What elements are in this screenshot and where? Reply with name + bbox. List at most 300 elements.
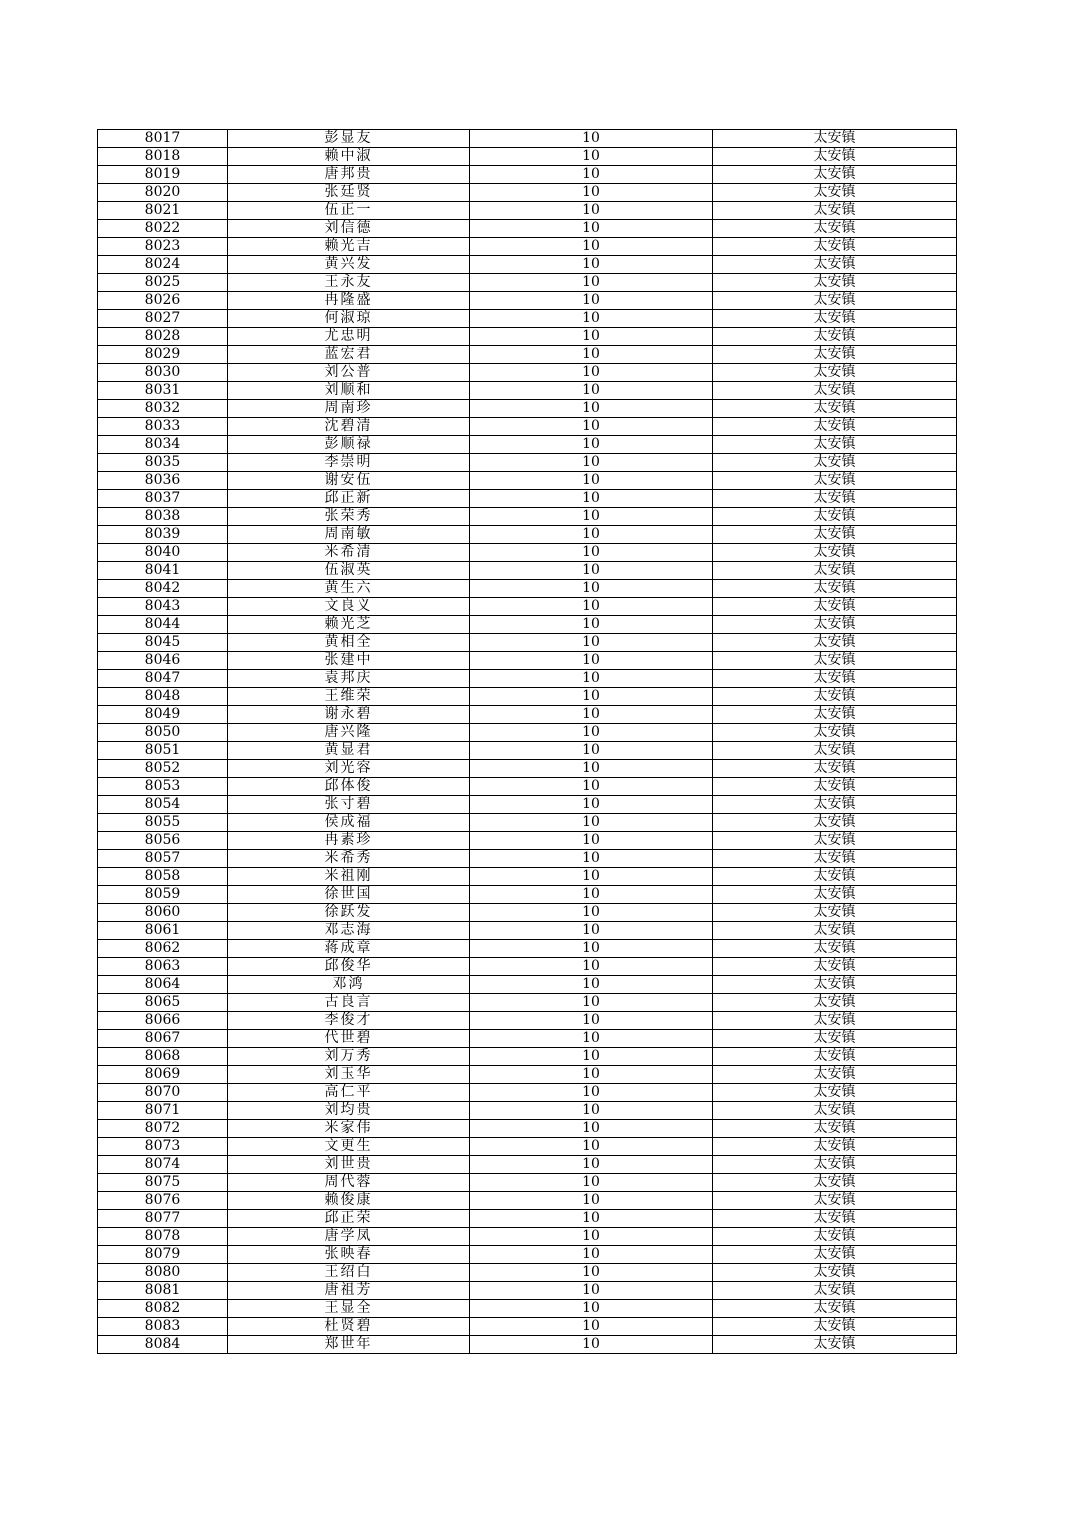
name-cell: 李俊才 (228, 1012, 470, 1030)
town-cell: 太安镇 (713, 1030, 957, 1048)
town-cell: 太安镇 (713, 1012, 957, 1030)
table-row (98, 202, 957, 220)
amount-cell: 10 (470, 1210, 713, 1228)
name-cell: 文良义 (228, 598, 470, 616)
row-id-cell: 8056 (98, 832, 228, 850)
name-cell: 邱体俊 (228, 778, 470, 796)
table-row (98, 850, 957, 868)
table-row (98, 1318, 957, 1336)
row-id-cell: 8048 (98, 688, 228, 706)
town-cell: 太安镇 (713, 544, 957, 562)
amount-cell: 10 (470, 616, 713, 634)
amount-cell: 10 (470, 1030, 713, 1048)
name-cell: 张寸碧 (228, 796, 470, 814)
amount-cell: 10 (470, 1300, 713, 1318)
amount-cell: 10 (470, 1264, 713, 1282)
amount-cell: 10 (470, 238, 713, 256)
amount-cell: 10 (470, 346, 713, 364)
town-cell: 太安镇 (713, 436, 957, 454)
town-cell: 太安镇 (713, 1246, 957, 1264)
row-id-cell: 8081 (98, 1282, 228, 1300)
town-cell: 太安镇 (713, 652, 957, 670)
table-row (98, 508, 957, 526)
row-id-cell: 8051 (98, 742, 228, 760)
name-cell: 米希秀 (228, 850, 470, 868)
name-cell: 谢安伍 (228, 472, 470, 490)
town-cell: 太安镇 (713, 526, 957, 544)
name-cell: 刘玉华 (228, 1066, 470, 1084)
row-id-cell: 8035 (98, 454, 228, 472)
row-id-cell: 8064 (98, 976, 228, 994)
table-row (98, 1012, 957, 1030)
amount-cell: 10 (470, 436, 713, 454)
name-cell: 邱正新 (228, 490, 470, 508)
table-row (98, 1156, 957, 1174)
row-id-cell: 8060 (98, 904, 228, 922)
amount-cell: 10 (470, 256, 713, 274)
amount-cell: 10 (470, 850, 713, 868)
town-cell: 太安镇 (713, 1228, 957, 1246)
row-id-cell: 8044 (98, 616, 228, 634)
town-cell: 太安镇 (713, 796, 957, 814)
row-id-cell: 8040 (98, 544, 228, 562)
name-cell: 李崇明 (228, 454, 470, 472)
amount-cell: 10 (470, 1012, 713, 1030)
name-cell: 赖光芝 (228, 616, 470, 634)
table-row (98, 1192, 957, 1210)
name-cell: 张廷贤 (228, 184, 470, 202)
name-cell: 刘均贵 (228, 1102, 470, 1120)
amount-cell: 10 (470, 1138, 713, 1156)
row-id-cell: 8033 (98, 418, 228, 436)
row-id-cell: 8073 (98, 1138, 228, 1156)
table-row (98, 1336, 957, 1354)
name-cell: 彭顺禄 (228, 436, 470, 454)
table-row (98, 562, 957, 580)
row-id-cell: 8072 (98, 1120, 228, 1138)
table-row (98, 634, 957, 652)
town-cell: 太安镇 (713, 1318, 957, 1336)
amount-cell: 10 (470, 778, 713, 796)
amount-cell: 10 (470, 1066, 713, 1084)
name-cell: 谢永碧 (228, 706, 470, 724)
name-cell: 张建中 (228, 652, 470, 670)
amount-cell: 10 (470, 130, 713, 148)
table-row (98, 796, 957, 814)
row-id-cell: 8065 (98, 994, 228, 1012)
town-cell: 太安镇 (713, 220, 957, 238)
amount-cell: 10 (470, 544, 713, 562)
data-table (97, 129, 957, 1354)
row-id-cell: 8034 (98, 436, 228, 454)
table-row (98, 742, 957, 760)
table-row (98, 724, 957, 742)
table-row (98, 328, 957, 346)
table-row (98, 436, 957, 454)
amount-cell: 10 (470, 688, 713, 706)
row-id-cell: 8055 (98, 814, 228, 832)
row-id-cell: 8070 (98, 1084, 228, 1102)
town-cell: 太安镇 (713, 274, 957, 292)
table-row (98, 220, 957, 238)
row-id-cell: 8059 (98, 886, 228, 904)
town-cell: 太安镇 (713, 904, 957, 922)
row-id-cell: 8043 (98, 598, 228, 616)
amount-cell: 10 (470, 328, 713, 346)
table-row (98, 868, 957, 886)
table-row (98, 886, 957, 904)
table-row (98, 256, 957, 274)
amount-cell: 10 (470, 1246, 713, 1264)
table-row (98, 1174, 957, 1192)
town-cell: 太安镇 (713, 1048, 957, 1066)
amount-cell: 10 (470, 166, 713, 184)
row-id-cell: 8019 (98, 166, 228, 184)
table-body (98, 130, 957, 1354)
table-row (98, 1120, 957, 1138)
name-cell: 周南珍 (228, 400, 470, 418)
town-cell: 太安镇 (713, 1102, 957, 1120)
name-cell: 古良言 (228, 994, 470, 1012)
table-row (98, 292, 957, 310)
table-row (98, 1030, 957, 1048)
amount-cell: 10 (470, 184, 713, 202)
amount-cell: 10 (470, 580, 713, 598)
table-row (98, 454, 957, 472)
town-cell: 太安镇 (713, 994, 957, 1012)
name-cell: 邓志海 (228, 922, 470, 940)
row-id-cell: 8039 (98, 526, 228, 544)
amount-cell: 10 (470, 472, 713, 490)
name-cell: 米希清 (228, 544, 470, 562)
amount-cell: 10 (470, 922, 713, 940)
row-id-cell: 8078 (98, 1228, 228, 1246)
amount-cell: 10 (470, 742, 713, 760)
row-id-cell: 8030 (98, 364, 228, 382)
table-row (98, 1300, 957, 1318)
amount-cell: 10 (470, 760, 713, 778)
town-cell: 太安镇 (713, 598, 957, 616)
name-cell: 邱俊华 (228, 958, 470, 976)
name-cell: 黄兴发 (228, 256, 470, 274)
name-cell: 侯成福 (228, 814, 470, 832)
table-row (98, 346, 957, 364)
amount-cell: 10 (470, 976, 713, 994)
town-cell: 太安镇 (713, 1282, 957, 1300)
name-cell: 彭显友 (228, 130, 470, 148)
name-cell: 黄生六 (228, 580, 470, 598)
row-id-cell: 8062 (98, 940, 228, 958)
table-row (98, 922, 957, 940)
row-id-cell: 8026 (98, 292, 228, 310)
table-row (98, 580, 957, 598)
name-cell: 唐祖芳 (228, 1282, 470, 1300)
town-cell: 太安镇 (713, 688, 957, 706)
town-cell: 太安镇 (713, 1300, 957, 1318)
town-cell: 太安镇 (713, 706, 957, 724)
row-id-cell: 8045 (98, 634, 228, 652)
row-id-cell: 8077 (98, 1210, 228, 1228)
row-id-cell: 8054 (98, 796, 228, 814)
table-row (98, 1264, 957, 1282)
table-row (98, 904, 957, 922)
amount-cell: 10 (470, 310, 713, 328)
town-cell: 太安镇 (713, 184, 957, 202)
row-id-cell: 8074 (98, 1156, 228, 1174)
row-id-cell: 8018 (98, 148, 228, 166)
town-cell: 太安镇 (713, 580, 957, 598)
town-cell: 太安镇 (713, 1120, 957, 1138)
name-cell: 米家伟 (228, 1120, 470, 1138)
town-cell: 太安镇 (713, 1084, 957, 1102)
name-cell: 徐跃发 (228, 904, 470, 922)
name-cell: 袁邦庆 (228, 670, 470, 688)
amount-cell: 10 (470, 634, 713, 652)
name-cell: 杜贤碧 (228, 1318, 470, 1336)
table-row (98, 832, 957, 850)
amount-cell: 10 (470, 1228, 713, 1246)
table-row (98, 1282, 957, 1300)
name-cell: 赖俊康 (228, 1192, 470, 1210)
amount-cell: 10 (470, 706, 713, 724)
name-cell: 黄显君 (228, 742, 470, 760)
table-row (98, 706, 957, 724)
table-row (98, 1138, 957, 1156)
town-cell: 太安镇 (713, 940, 957, 958)
amount-cell: 10 (470, 220, 713, 238)
name-cell: 刘世贵 (228, 1156, 470, 1174)
name-cell: 周南敏 (228, 526, 470, 544)
table-row (98, 616, 957, 634)
row-id-cell: 8038 (98, 508, 228, 526)
amount-cell: 10 (470, 958, 713, 976)
town-cell: 太安镇 (713, 490, 957, 508)
name-cell: 王维荣 (228, 688, 470, 706)
amount-cell: 10 (470, 904, 713, 922)
town-cell: 太安镇 (713, 1066, 957, 1084)
row-id-cell: 8076 (98, 1192, 228, 1210)
row-id-cell: 8084 (98, 1336, 228, 1354)
name-cell: 冉素珍 (228, 832, 470, 850)
row-id-cell: 8023 (98, 238, 228, 256)
row-id-cell: 8032 (98, 400, 228, 418)
name-cell: 伍淑英 (228, 562, 470, 580)
name-cell: 赖光吉 (228, 238, 470, 256)
town-cell: 太安镇 (713, 472, 957, 490)
amount-cell: 10 (470, 382, 713, 400)
name-cell: 张荣秀 (228, 508, 470, 526)
name-cell: 徐世国 (228, 886, 470, 904)
town-cell: 太安镇 (713, 1174, 957, 1192)
amount-cell: 10 (470, 1048, 713, 1066)
town-cell: 太安镇 (713, 868, 957, 886)
town-cell: 太安镇 (713, 1264, 957, 1282)
amount-cell: 10 (470, 832, 713, 850)
name-cell: 蓝宏君 (228, 346, 470, 364)
table-row (98, 526, 957, 544)
table-row (98, 130, 957, 148)
table-row (98, 238, 957, 256)
amount-cell: 10 (470, 418, 713, 436)
table-row (98, 976, 957, 994)
name-cell: 刘万秀 (228, 1048, 470, 1066)
town-cell: 太安镇 (713, 850, 957, 868)
town-cell: 太安镇 (713, 616, 957, 634)
row-id-cell: 8067 (98, 1030, 228, 1048)
table-row (98, 400, 957, 418)
table-row (98, 652, 957, 670)
town-cell: 太安镇 (713, 634, 957, 652)
amount-cell: 10 (470, 1282, 713, 1300)
amount-cell: 10 (470, 274, 713, 292)
town-cell: 太安镇 (713, 202, 957, 220)
town-cell: 太安镇 (713, 238, 957, 256)
amount-cell: 10 (470, 1336, 713, 1354)
row-id-cell: 8042 (98, 580, 228, 598)
amount-cell: 10 (470, 1174, 713, 1192)
name-cell: 尤忠明 (228, 328, 470, 346)
town-cell: 太安镇 (713, 562, 957, 580)
amount-cell: 10 (470, 814, 713, 832)
row-id-cell: 8041 (98, 562, 228, 580)
table-row (98, 472, 957, 490)
row-id-cell: 8080 (98, 1264, 228, 1282)
name-cell: 高仁平 (228, 1084, 470, 1102)
name-cell: 黄相全 (228, 634, 470, 652)
row-id-cell: 8031 (98, 382, 228, 400)
table-row (98, 1102, 957, 1120)
row-id-cell: 8079 (98, 1246, 228, 1264)
row-id-cell: 8057 (98, 850, 228, 868)
table-row (98, 166, 957, 184)
amount-cell: 10 (470, 940, 713, 958)
table-row (98, 670, 957, 688)
row-id-cell: 8058 (98, 868, 228, 886)
table-row (98, 760, 957, 778)
amount-cell: 10 (470, 652, 713, 670)
town-cell: 太安镇 (713, 400, 957, 418)
amount-cell: 10 (470, 868, 713, 886)
table-row (98, 1228, 957, 1246)
town-cell: 太安镇 (713, 814, 957, 832)
amount-cell: 10 (470, 148, 713, 166)
amount-cell: 10 (470, 454, 713, 472)
row-id-cell: 8050 (98, 724, 228, 742)
table-row (98, 814, 957, 832)
row-id-cell: 8071 (98, 1102, 228, 1120)
table-row (98, 1066, 957, 1084)
row-id-cell: 8017 (98, 130, 228, 148)
amount-cell: 10 (470, 1192, 713, 1210)
name-cell: 唐学凤 (228, 1228, 470, 1246)
town-cell: 太安镇 (713, 256, 957, 274)
table-row (98, 1246, 957, 1264)
table-row (98, 364, 957, 382)
amount-cell: 10 (470, 724, 713, 742)
table-row (98, 598, 957, 616)
amount-cell: 10 (470, 1102, 713, 1120)
amount-cell: 10 (470, 886, 713, 904)
amount-cell: 10 (470, 598, 713, 616)
name-cell: 邱正荣 (228, 1210, 470, 1228)
town-cell: 太安镇 (713, 724, 957, 742)
row-id-cell: 8069 (98, 1066, 228, 1084)
name-cell: 伍正一 (228, 202, 470, 220)
town-cell: 太安镇 (713, 778, 957, 796)
table-row (98, 274, 957, 292)
town-cell: 太安镇 (713, 958, 957, 976)
amount-cell: 10 (470, 562, 713, 580)
table-row (98, 310, 957, 328)
town-cell: 太安镇 (713, 886, 957, 904)
table-row (98, 544, 957, 562)
town-cell: 太安镇 (713, 328, 957, 346)
row-id-cell: 8037 (98, 490, 228, 508)
name-cell: 王绍白 (228, 1264, 470, 1282)
row-id-cell: 8029 (98, 346, 228, 364)
row-id-cell: 8036 (98, 472, 228, 490)
name-cell: 唐兴隆 (228, 724, 470, 742)
town-cell: 太安镇 (713, 454, 957, 472)
row-id-cell: 8053 (98, 778, 228, 796)
town-cell: 太安镇 (713, 742, 957, 760)
amount-cell: 10 (470, 1156, 713, 1174)
name-cell: 刘信德 (228, 220, 470, 238)
town-cell: 太安镇 (713, 508, 957, 526)
table-row (98, 778, 957, 796)
row-id-cell: 8020 (98, 184, 228, 202)
town-cell: 太安镇 (713, 310, 957, 328)
amount-cell: 10 (470, 1318, 713, 1336)
name-cell: 刘顺和 (228, 382, 470, 400)
amount-cell: 10 (470, 796, 713, 814)
row-id-cell: 8083 (98, 1318, 228, 1336)
town-cell: 太安镇 (713, 922, 957, 940)
row-id-cell: 8024 (98, 256, 228, 274)
amount-cell: 10 (470, 490, 713, 508)
name-cell: 米祖刚 (228, 868, 470, 886)
name-cell: 唐邦贵 (228, 166, 470, 184)
town-cell: 太安镇 (713, 364, 957, 382)
amount-cell: 10 (470, 202, 713, 220)
town-cell: 太安镇 (713, 1192, 957, 1210)
name-cell: 刘公普 (228, 364, 470, 382)
town-cell: 太安镇 (713, 1336, 957, 1354)
table-row (98, 418, 957, 436)
row-id-cell: 8063 (98, 958, 228, 976)
name-cell: 何淑琼 (228, 310, 470, 328)
row-id-cell: 8028 (98, 328, 228, 346)
amount-cell: 10 (470, 670, 713, 688)
table-row (98, 958, 957, 976)
town-cell: 太安镇 (713, 832, 957, 850)
town-cell: 太安镇 (713, 166, 957, 184)
amount-cell: 10 (470, 1120, 713, 1138)
table-row (98, 382, 957, 400)
row-id-cell: 8068 (98, 1048, 228, 1066)
amount-cell: 10 (470, 1084, 713, 1102)
amount-cell: 10 (470, 292, 713, 310)
row-id-cell: 8066 (98, 1012, 228, 1030)
table-row (98, 1210, 957, 1228)
row-id-cell: 8075 (98, 1174, 228, 1192)
name-cell: 郑世年 (228, 1336, 470, 1354)
table-row (98, 490, 957, 508)
row-id-cell: 8022 (98, 220, 228, 238)
town-cell: 太安镇 (713, 292, 957, 310)
table-row (98, 1048, 957, 1066)
name-cell: 文更生 (228, 1138, 470, 1156)
